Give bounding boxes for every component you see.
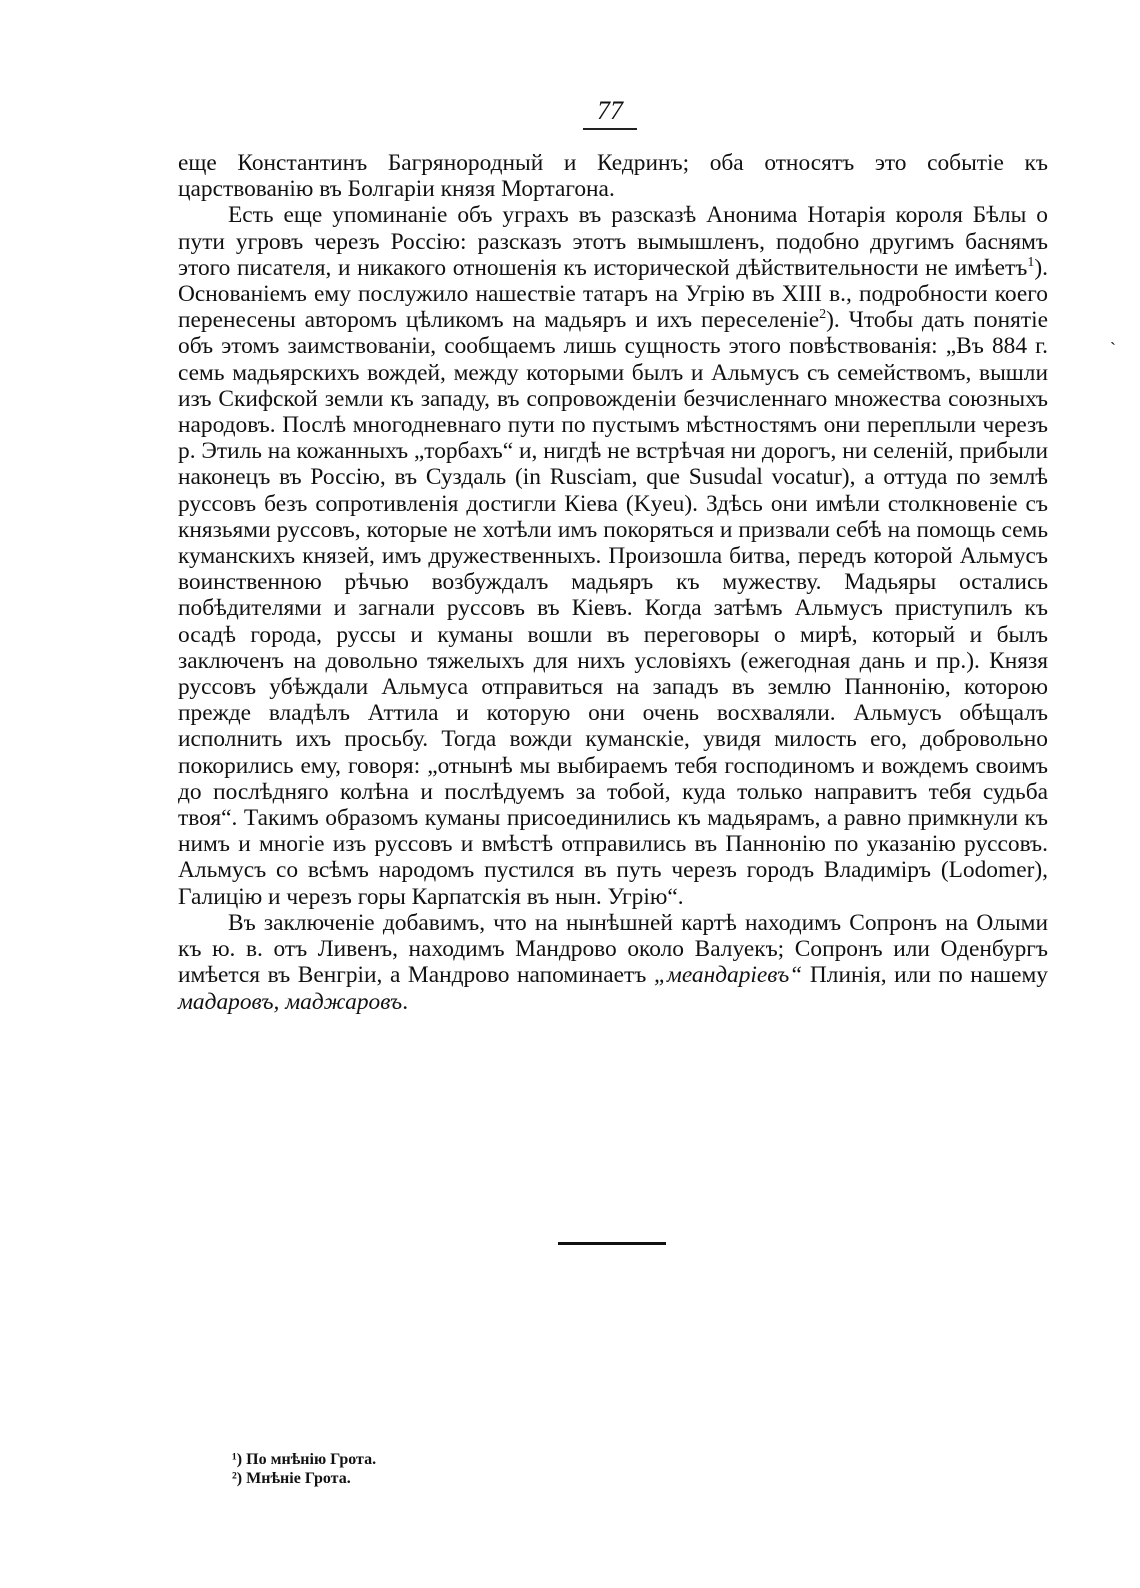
footnote-marker: ¹) xyxy=(232,1451,243,1468)
text-run: Есть еще упоминаніе объ уграхъ въ разсказѣ Анонима Нотарія короля Бѣлы о пути угровъ черезъ Россію: разсказъ этотъ вымышленъ, подобно другимъ баснямъ этого писателя, и никакого отношенія къ исторической дѣйствительности не имѣетъ xyxy=(178,202,1048,281)
text-run: ). Основаніемъ ему послужило нашествіе татаръ на Угрію въ XIII в., подробности коего перенесены авторомъ цѣликомъ на мадьяръ и ихъ переселеніе xyxy=(178,254,1048,334)
footnote-text: Мнѣніе Грота. xyxy=(246,1470,351,1487)
footnote-ref-2: 2 xyxy=(819,307,827,323)
footnote-ref-1: 1 xyxy=(1027,255,1035,271)
paragraph-2 xyxy=(178,202,1048,909)
footnote-marker: ²) xyxy=(232,1470,243,1487)
paragraph-1 xyxy=(178,150,1048,202)
paragraph-3 xyxy=(178,910,1048,1015)
footnote-1 xyxy=(232,1450,732,1469)
page-number: 77 xyxy=(597,96,623,125)
page-number-underline xyxy=(583,128,637,130)
text-run: еще Константинъ Багрянородный и Кедринъ; оба относятъ это событіе къ царствованію въ Болгаріи князя Мортагона. xyxy=(178,150,1048,203)
italic-term: мадаровъ, маджаровъ xyxy=(178,988,403,1015)
main-text xyxy=(178,150,1048,1015)
text-run: ). Чтобы дать понятіе объ этомъ заимствованіи, сообщаемъ лишь сущность этого повѣствованія: „Въ 884 г. семь мадьярскихъ вождей, между которыми былъ и Альмусъ съ семействомъ, вышли изъ Скифской земли къ западу, въ сопровожденіи безчисленнаго множества союзныхъ народовъ. Послѣ многодневнаго пути по пустымъ мѣстностямъ они переплыли черезъ р. Этиль на кожанныхъ „торбахъ“ и, нигдѣ не встрѣчая ни дорогъ, ни селеній, прибыли наконецъ въ Россію, въ Суздаль (in Rusciam, que Susudal vocatur), а оттуда по землѣ руссовъ безъ сопротивленія достигли Кіева (Kyeu). Здѣсь они имѣли столкновеніе съ князьями руссовъ, которые не хотѣли имъ покоряться и призвали себѣ на помощь семь куманскихъ князей, имъ дружественныхъ. Произошла битва, передъ которой Альмусъ воинственною рѣчью возбуждалъ мадьяръ къ мужеству. Мадьяры остались побѣдителями и загнали руссовъ въ Кіевъ. Когда затѣмъ Альмусъ приступилъ къ осадѣ города, руссы и куманы вошли въ переговоры о мирѣ, который и былъ заключенъ на довольно тяжелыхъ для нихъ условіяхъ (ежегодная дань и пр.). Князя руссовъ убѣждали Альмуса отправиться на западъ въ землю Паннонію, которою прежде владѣлъ Аттила и которую они очень восхваляли. Альмусъ обѣщалъ исполнить ихъ просьбу. Тогда вожди куманскіе, увидя милость его, добровольно покорились ему, говоря: „отнынѣ мы выбираемъ тебя господиномъ и вождемъ своимъ до послѣдняго колѣна и послѣдуемъ за тобой, куда только направитъ тебя судьба твоя“. Такимъ образомъ куманы присоединились къ мадьярамъ, а равно примкнули къ нимъ и многіе изъ руссовъ и вмѣстѣ отправились въ Паннонію по указанію руссовъ. Альмусъ со всѣмъ народомъ пустился въ путь черезъ городъ Владиміръ (Lodomer), Галицію и черезъ горы Карпатскія въ нын. Угрію“. xyxy=(178,307,1048,910)
margin-mark: ˋ xyxy=(1110,339,1116,359)
footnote-2 xyxy=(232,1469,732,1488)
footnote-text: По мнѣнію Грота. xyxy=(246,1451,377,1468)
text-run: . xyxy=(402,988,409,1015)
italic-term: „меандаріевъ“ xyxy=(653,962,803,989)
text-run: Въ заключеніе добавимъ, что на нынѣшней картѣ находимъ Сопронъ на Олыми къ ю. в. отъ Ливенъ, находимъ Мандрово около Валуекъ; Сопронъ или Оденбургъ имѣется въ Венгріи, а Мандрово напоминаетъ xyxy=(178,909,1048,989)
text-run: Плинія, или по нашему xyxy=(802,962,1048,989)
footnotes xyxy=(232,1450,732,1488)
section-end-rule xyxy=(558,1242,666,1245)
